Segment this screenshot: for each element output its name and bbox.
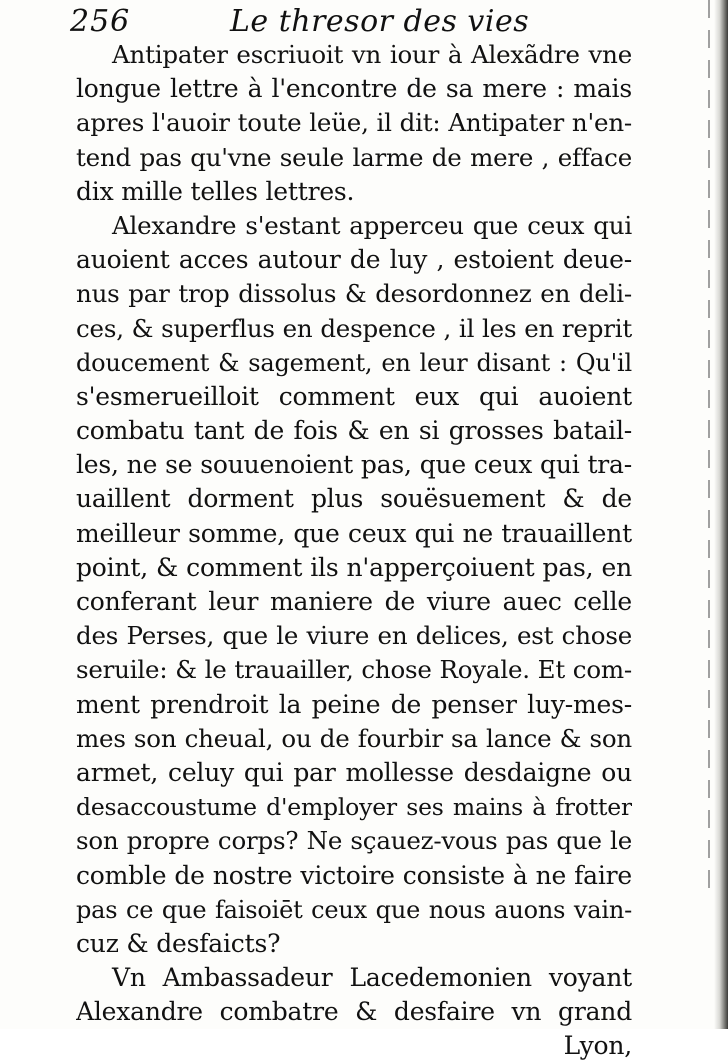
- running-head-title: Le thresor des vies: [230, 4, 530, 39]
- text-line: Alexandre combatre & desfaire vn grand: [76, 997, 632, 1027]
- text-line: les, ne se souuenoient pas, que ceux qui tra-: [76, 450, 632, 480]
- text-line: ces, & superflus en despence , il les en reprit: [76, 313, 632, 343]
- text-line: dix mille telles lettres.: [76, 176, 355, 206]
- text-line: armet, celuy qui par mollesse desdaigne ou: [76, 757, 632, 787]
- page-edge-mark: [708, 0, 710, 900]
- text-line: point, & comment ils n'apperçoiuent pas, en: [76, 552, 632, 582]
- text-line: auoient acces autour de luy , estoient deue-: [76, 245, 632, 275]
- text-line: conferant leur maniere de viure auec celle: [76, 587, 632, 616]
- text-line: son propre corps? Ne sçauez-vous pas que le: [76, 826, 632, 856]
- text-line: cuz & desfaicts?: [76, 928, 281, 958]
- text-line: mes son cheual, ou de fourbir sa lance & son: [76, 723, 632, 753]
- page-edge-shadow: [714, 0, 728, 1029]
- text-line: Antipater escriuoit vn iour à Alexãdre vne: [112, 40, 632, 69]
- text-line: s'esmerueilloit comment eux qui auoient: [76, 381, 632, 411]
- text-line: uaillent dorment plus souësuement & de: [76, 484, 632, 514]
- text-line: seruile: & le trauailler, chose Royale. Et com-: [76, 655, 632, 685]
- page-number: 256: [70, 4, 131, 39]
- running-head: [70, 4, 670, 40]
- text-line: ment prendroit la peine de penser luy-mes-: [76, 689, 632, 719]
- text-line: Vn Ambassadeur Lacedemonien voyant: [112, 963, 632, 993]
- text-line: desaccoustume d'employer ses mains à frotter: [76, 793, 632, 822]
- text-line: longue lettre à l'encontre de sa mere : mais: [76, 74, 632, 104]
- body-text: [76, 38, 632, 1064]
- text-line: comble de nostre victoire consiste à ne faire: [76, 860, 632, 890]
- text-line: apres l'auoir toute leüe, il dit: Antipater n'en-: [76, 108, 632, 138]
- text-line: doucement & sagement, en leur disant : Qu'il: [76, 348, 632, 377]
- text-line: nus par trop dissolus & desordonnez en deli-: [76, 279, 632, 309]
- text-line: Alexandre s'estant apperceu que ceux qui: [112, 210, 632, 240]
- text-line: pas ce que faisoiēt ceux que nous auons vain-: [76, 895, 632, 924]
- text-line: tend pas qu'vne seule larme de mere , efface: [76, 142, 632, 172]
- catchword: Lyon,: [563, 1031, 632, 1061]
- text-line: combatu tant de fois & en si grosses batail-: [76, 416, 632, 446]
- text-line: des Perses, que le viure en delices, est chose: [76, 621, 632, 651]
- text-line: meilleur somme, que ceux qui ne trauaillent: [76, 518, 632, 548]
